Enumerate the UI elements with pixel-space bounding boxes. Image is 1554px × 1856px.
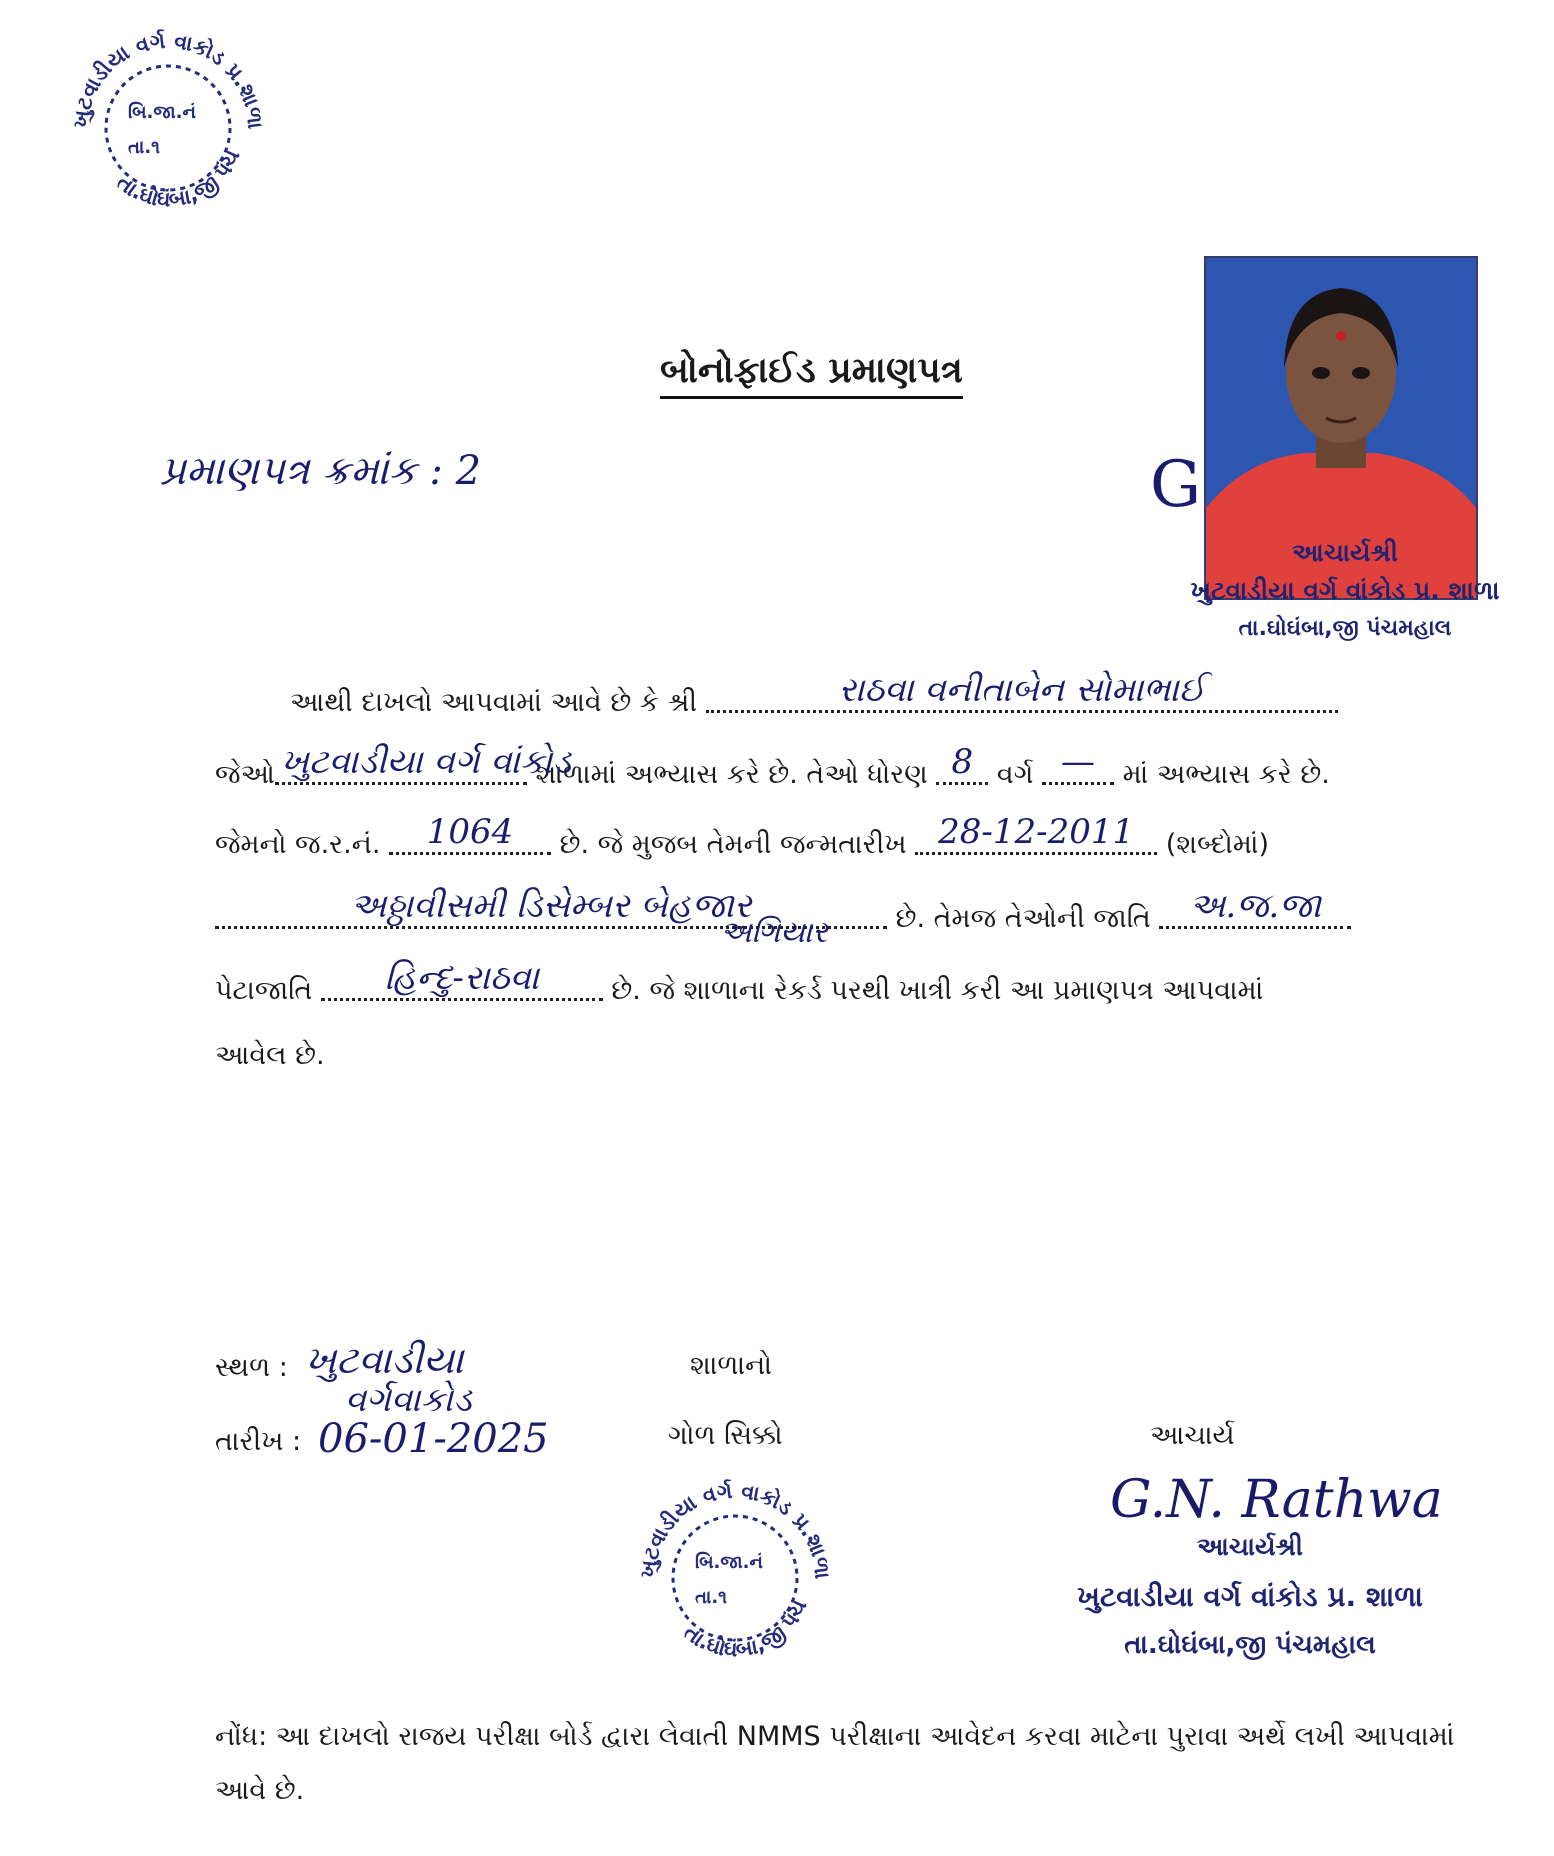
subcaste-field [321,958,603,1001]
principal-stamp-title: આચાર્યશ્રી [1197,1532,1303,1561]
gr-label: જેમનો જ.ર.નં. [215,829,381,860]
subcaste-label: પેટાજાતિ [215,975,313,1006]
varg-label: વર્ગ [996,759,1034,790]
photo-stamp-place: તા.ઘોઘંબા,જી પંચમહાલ [1238,616,1452,641]
body-line-1 [290,670,1485,723]
place-value-2: વર્ગવાકોડ [345,1380,472,1420]
student-name-field [706,670,1338,713]
stamp-bottom-text: તા.ઘોઘંબા,જી પંચ [679,1596,812,1662]
stamp-ring-text: ખુટવાડીયા વર્ગ વાકોડ પ્ર.શાળા [635,1478,835,1581]
caste-value: અ.જ.જા [1189,886,1322,926]
school-suffix-text: શાળામાં અભ્યાસ કરે છે. તેઓ ધોરણ [535,759,928,790]
dob-words: અઠ્ઠાવીસમી ડિસેમ્બર બેહજાર [350,886,752,926]
photo-side-mark: G [1150,448,1202,522]
school-round-stamp-top [58,18,278,238]
caste-field [1159,886,1351,929]
words-label: (શબ્દોમાં) [1165,829,1270,860]
photo-stamp-school: ખુટવાડીયા વર્ગ વાંકોડ પ્ર. શાળા [1190,576,1500,605]
principal-label: આચાર્ય [1150,1420,1235,1451]
principal-stamp-school: ખુટવાડીયા વર્ગ વાંકોડ પ્ર. શાળા [1076,1580,1424,1613]
body-line-6 [215,1040,1485,1072]
photo-stamp-title: આચાર્યશ્રી [1292,538,1398,567]
principal-signature: G.N. Rathwa [1110,1470,1443,1530]
stamp-ring-text: ખુટવાડીયા વર્ગ વાકોડ પ્ર.શાળા [68,28,268,131]
gr-value: 1064 [426,812,514,852]
stamp-inner-text: બિ.જા.નં [695,1552,763,1573]
body-line-3 [215,812,1485,865]
std-field [936,742,988,785]
std-value: 8 [951,742,974,782]
date-value: 06-01-2025 [318,1416,549,1462]
page-title: બોનોફાઈડ પ્રમાણપત્ર [660,350,963,399]
stamp-bottom-text: તા.ઘોઘંબા,જી પંચ [112,146,245,212]
body-line-2 [215,742,1485,795]
body-line-5 [215,958,1485,1011]
school-name-field [275,742,572,785]
jeo-text: જેઓ [215,759,275,790]
closing-text: છે. જે શાળાના રેકર્ડ પરથી ખાત્રી કરી આ પ્રમાણપત્ર આપવામાં [611,975,1264,1006]
stamp-inner-text: બિ.જા.નં [128,102,196,123]
body-line-4 [215,886,1485,939]
school-name: ખુટવાડીયા વર્ગ વાંકોડ [280,742,572,782]
seal-label-2: ગોળ સિક્કો [668,1420,783,1451]
caste-label: છે. તેમજ તેઓની જાતિ [895,903,1151,934]
varg-field [1042,742,1114,785]
place-label: સ્થળ : [215,1352,288,1383]
intro-text: આથી દાખલો આપવામાં આવે છે કે શ્રી [290,687,698,718]
stamp-inner-text: તા.૧ [128,137,161,158]
varg-value: — [1061,742,1096,782]
closing-text-2: આવેલ છે. [215,1040,325,1071]
dob-value: 28-12-2011 [938,812,1135,852]
certificate-number: પ્રમાણપત્ર ક્રમાંક : 2 [160,448,482,494]
dob-label: છે. જે મુજબ તેમની જન્મતારીખ [559,829,907,860]
study-end-text: માં અભ્યાસ કરે છે. [1122,759,1330,790]
date-label: તારીખ : [215,1426,302,1457]
seal-label-1: શાળાનો [690,1350,772,1381]
student-name: રાઠવા વનીતાબેન સોમાભાઈ [838,670,1206,710]
dob-words-continued: અગિયાર [720,915,828,950]
subcaste-value: હિન્દુ-રાઠવા [384,958,540,998]
principal-stamp-place: તા.ઘોઘંબા,જી પંચમહાલ [1124,1630,1376,1660]
place-value: ખુટવાડીયા [305,1338,464,1382]
stamp-inner-text: તા.૧ [695,1587,728,1608]
dob-field [915,812,1157,855]
school-round-stamp-bottom [625,1468,845,1688]
footer-note: નોંધ: આ દાખલો રાજય પરીક્ષા બોર્ડ દ્વારા લેવાતી NMMS પરીક્ષાના આવેદન કરવા માટેના પુરાવા અર્થે લખી આપવામાં આવે છે. [215,1721,1455,1806]
gr-field [389,812,551,855]
